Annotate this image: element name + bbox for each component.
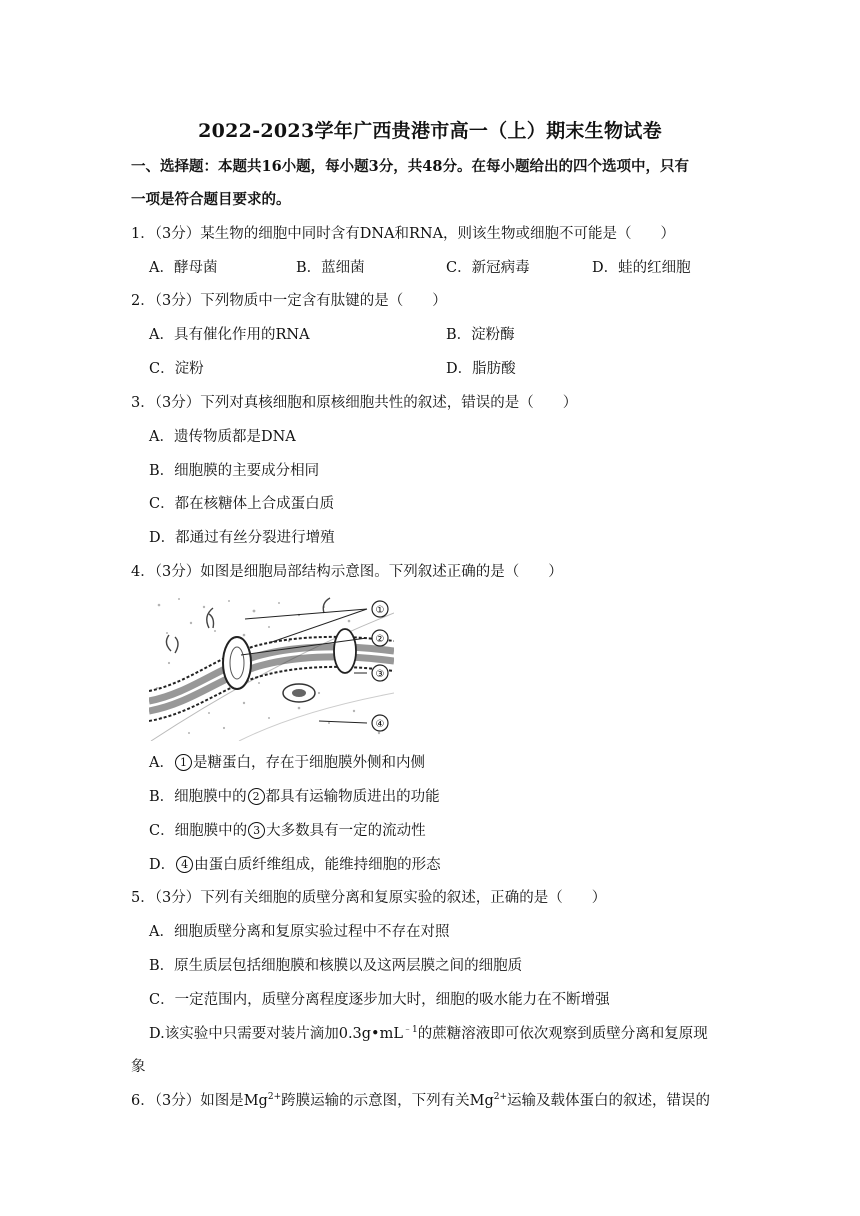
- option-b-text: 都具有运输物质进出的功能: [265, 789, 440, 805]
- question-1-option-a: A．酵母菌: [149, 260, 218, 276]
- figure-label-2: [372, 630, 388, 646]
- option-b-prefix: B．细胞膜中的: [149, 789, 247, 805]
- option-d-prefix: D．: [149, 857, 176, 873]
- question-3-option-c: C．都在核糖体上合成蛋白质: [149, 496, 335, 512]
- question-5-option-b: B．原生质层包括细胞膜和核膜以及这两层膜之间的细胞质: [149, 958, 523, 974]
- section-heading: 一、选择题：本题共16小题，每小题3分，共48分。在每小题给出的四个选项中，只有: [131, 158, 689, 175]
- q6-superscript-2: 2+: [493, 1092, 508, 1102]
- question-5-option-d: [149, 1024, 708, 1044]
- figure-label-4: [372, 715, 388, 731]
- question-1-option-c: C．新冠病毒: [446, 260, 530, 276]
- figure-label-3: [372, 665, 388, 681]
- question-4-option-c: [149, 821, 426, 841]
- question-4-option-a: [149, 753, 425, 773]
- question-4-option-b: [149, 787, 440, 807]
- question-1-option-b: B．蓝细菌: [296, 260, 365, 276]
- question-5-option-d-cont: 象: [131, 1059, 146, 1075]
- question-2-option-c: C．淀粉: [149, 361, 204, 377]
- figure-label-3-text: ③: [375, 669, 385, 680]
- circled-4: 4: [176, 856, 193, 873]
- question-6-stem: [131, 1091, 710, 1111]
- question-3-option-d: D．都通过有丝分裂进行增殖: [149, 530, 335, 546]
- cell-membrane-figure: [149, 593, 394, 741]
- page-title: 2022-2023学年广西贵港市高一（上）期末生物试卷: [198, 120, 662, 142]
- circled-1: 1: [175, 754, 192, 771]
- circled-3: 3: [248, 822, 265, 839]
- option-a-text: 是糖蛋白，存在于细胞膜外侧和内侧: [192, 755, 425, 771]
- cell-membrane-diagram: [149, 593, 394, 741]
- option-a-prefix: A．: [149, 755, 174, 771]
- question-3-stem: 3．（3分）下列对真核细胞和原核细胞共性的叙述，错误的是（ ）: [131, 395, 578, 411]
- q6-text-b: 跨膜运输的示意图，下列有关Mg: [281, 1093, 494, 1109]
- option-d-text-b: 的蔗糖溶液即可依次观察到质壁分离和复原现: [417, 1026, 708, 1042]
- question-1-option-d: D．蛙的红细胞: [592, 260, 691, 276]
- question-4-stem: 4．（3分）如图是细胞局部结构示意图。下列叙述正确的是（ ）: [131, 564, 563, 580]
- question-2-option-d: D．脂肪酸: [446, 361, 516, 377]
- question-3-option-a: A．遗传物质都是DNA: [149, 429, 296, 445]
- question-1-stem: 1．（3分）某生物的细胞中同时含有DNA和RNA，则该生物或细胞不可能是（ ）: [131, 226, 676, 242]
- q6-text-a: 6．（3分）如图是Mg: [131, 1093, 268, 1109]
- question-4-option-d: [149, 855, 441, 875]
- q6-superscript-1: 2+: [267, 1092, 282, 1102]
- option-d-text: 由蛋白质纤维组成，能维持细胞的形态: [194, 857, 441, 873]
- q6-text-c: 运输及载体蛋白的叙述，错误的: [507, 1093, 711, 1109]
- circled-2: 2: [248, 788, 265, 805]
- question-2-option-b: B．淀粉酶: [446, 327, 515, 343]
- option-c-text: 大多数具有一定的流动性: [266, 823, 426, 839]
- figure-label-2-text: ②: [375, 634, 385, 645]
- section-heading-cont: 一项是符合题目要求的。: [131, 191, 291, 208]
- figure-label-1: [372, 601, 388, 617]
- question-3-option-b: B．细胞膜的主要成分相同: [149, 463, 320, 479]
- figure-label-4-text: ④: [375, 719, 385, 730]
- option-d-superscript: ﹣1: [403, 1025, 418, 1035]
- question-2-option-a: A．具有催化作用的RNA: [149, 327, 310, 343]
- question-5-option-a: A．细胞质壁分离和复原实验过程中不存在对照: [149, 924, 450, 940]
- figure-label-1-text: ①: [375, 605, 385, 616]
- option-c-prefix: C．细胞膜中的: [149, 823, 248, 839]
- option-d-text-a: D.该实验中只需要对装片滴加0.3g•mL: [149, 1026, 403, 1042]
- question-5-stem: 5．（3分）下列有关细胞的质壁分离和复原实验的叙述，正确的是（ ）: [131, 890, 607, 906]
- question-2-stem: 2．（3分）下列物质中一定含有肽键的是（ ）: [131, 293, 447, 309]
- question-5-option-c: C．一定范围内，质壁分离程度逐步加大时，细胞的吸水能力在不断增强: [149, 992, 610, 1008]
